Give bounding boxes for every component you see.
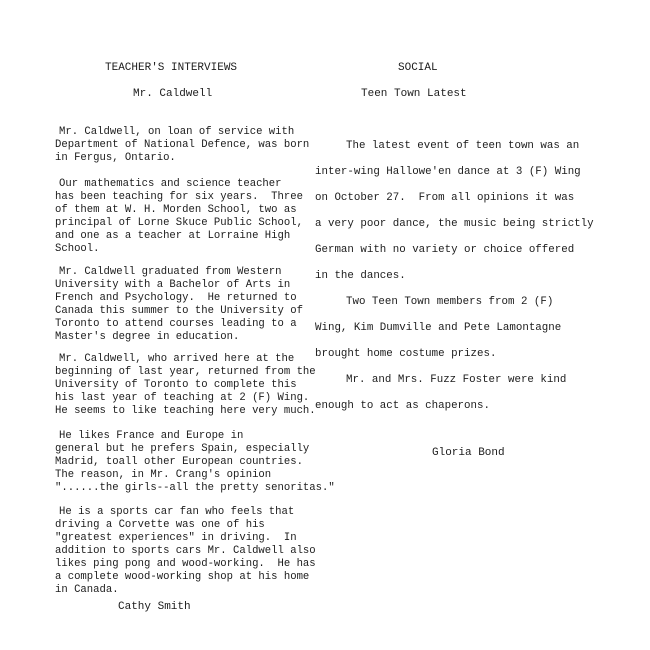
- left-article-line: Canada this summer to the University of: [55, 305, 303, 317]
- left-article-line: "greatest experiences" in driving. In: [55, 532, 297, 544]
- left-article-line: of them at W. H. Morden School, two as: [55, 204, 297, 216]
- left-article-line: has been teaching for six years. Three: [55, 191, 303, 203]
- left-article-line: French and Psychology. He returned to: [55, 292, 297, 304]
- right-article-line: The latest event of teen town was an: [346, 140, 580, 152]
- left-article-line: and one as a teacher at Lorraine High: [55, 230, 291, 242]
- left-article-line: Mr. Caldwell, who arrived here at the: [59, 353, 295, 365]
- left-article-line: Mr. Caldwell, on loan of service with: [59, 126, 295, 138]
- right-article-line: Mr. and Mrs. Fuzz Foster were kind: [346, 374, 567, 386]
- left-article-line: Madrid, toall other European countries.: [55, 456, 303, 468]
- right-article-line: German with no variety or choice offered: [315, 244, 575, 256]
- left-article-line: in Fergus, Ontario.: [55, 152, 176, 164]
- left-column-heading: TEACHER'S INTERVIEWS: [105, 62, 238, 74]
- right-article-line: Wing, Kim Dumville and Pete Lamontagne: [315, 322, 562, 334]
- left-article-line: a complete wood-working shop at his home: [55, 571, 310, 583]
- left-article-line: Master's degree in education.: [55, 331, 240, 343]
- left-article-line: his last year of teaching at 2 (F) Wing.: [55, 392, 310, 404]
- left-article-line: Toronto to attend courses leading to a: [55, 318, 297, 330]
- left-article-line: addition to sports cars Mr. Caldwell also: [55, 545, 316, 557]
- right-author: Gloria Bond: [432, 447, 505, 459]
- left-article-line: University with a Bachelor of Arts in: [55, 279, 291, 291]
- right-column-heading: SOCIAL: [398, 62, 438, 74]
- right-article-line: on October 27. From all opinions it was: [315, 192, 575, 204]
- right-column-subheading: Teen Town Latest: [361, 88, 467, 100]
- left-article-line: principal of Lorne Skuce Public School,: [55, 217, 303, 229]
- right-article-line: inter-wing Hallowe'en dance at 3 (F) Wing: [315, 166, 581, 178]
- left-article-line: University of Toronto to complete this: [55, 379, 297, 391]
- left-article-line: driving a Corvette was one of his: [55, 519, 265, 531]
- right-article-line: in the dances.: [315, 270, 406, 282]
- right-article-line: a very poor dance, the music being strictly: [315, 218, 594, 230]
- left-article-line: beginning of last year, returned from the: [55, 366, 316, 378]
- left-author: Cathy Smith: [118, 601, 191, 613]
- left-article-line: in Canada.: [55, 584, 119, 596]
- left-article-line: Department of National Defence, was born: [55, 139, 310, 151]
- left-article-line: "......the girls--all the pretty senoritas.": [55, 482, 335, 494]
- left-article-line: The reason, in Mr. Crang's opinion: [55, 469, 272, 481]
- left-article-line: He likes France and Europe in: [59, 430, 244, 442]
- left-article-line: Mr. Caldwell graduated from Western: [59, 266, 282, 278]
- left-article-line: School.: [55, 243, 100, 255]
- left-article-line: He seems to like teaching here very much.: [55, 405, 316, 417]
- left-article-line: Our mathematics and science teacher: [59, 178, 282, 190]
- right-article-line: brought home costume prizes.: [315, 348, 497, 360]
- left-article-line: likes ping pong and wood-working. He has: [55, 558, 316, 570]
- right-article-line: enough to act as chaperons.: [315, 400, 490, 412]
- left-column-subheading: Mr. Caldwell: [133, 88, 213, 100]
- left-article-line: He is a sports car fan who feels that: [59, 506, 295, 518]
- right-article-line: Two Teen Town members from 2 (F): [346, 296, 554, 308]
- left-article-line: general but he prefers Spain, especially: [55, 443, 310, 455]
